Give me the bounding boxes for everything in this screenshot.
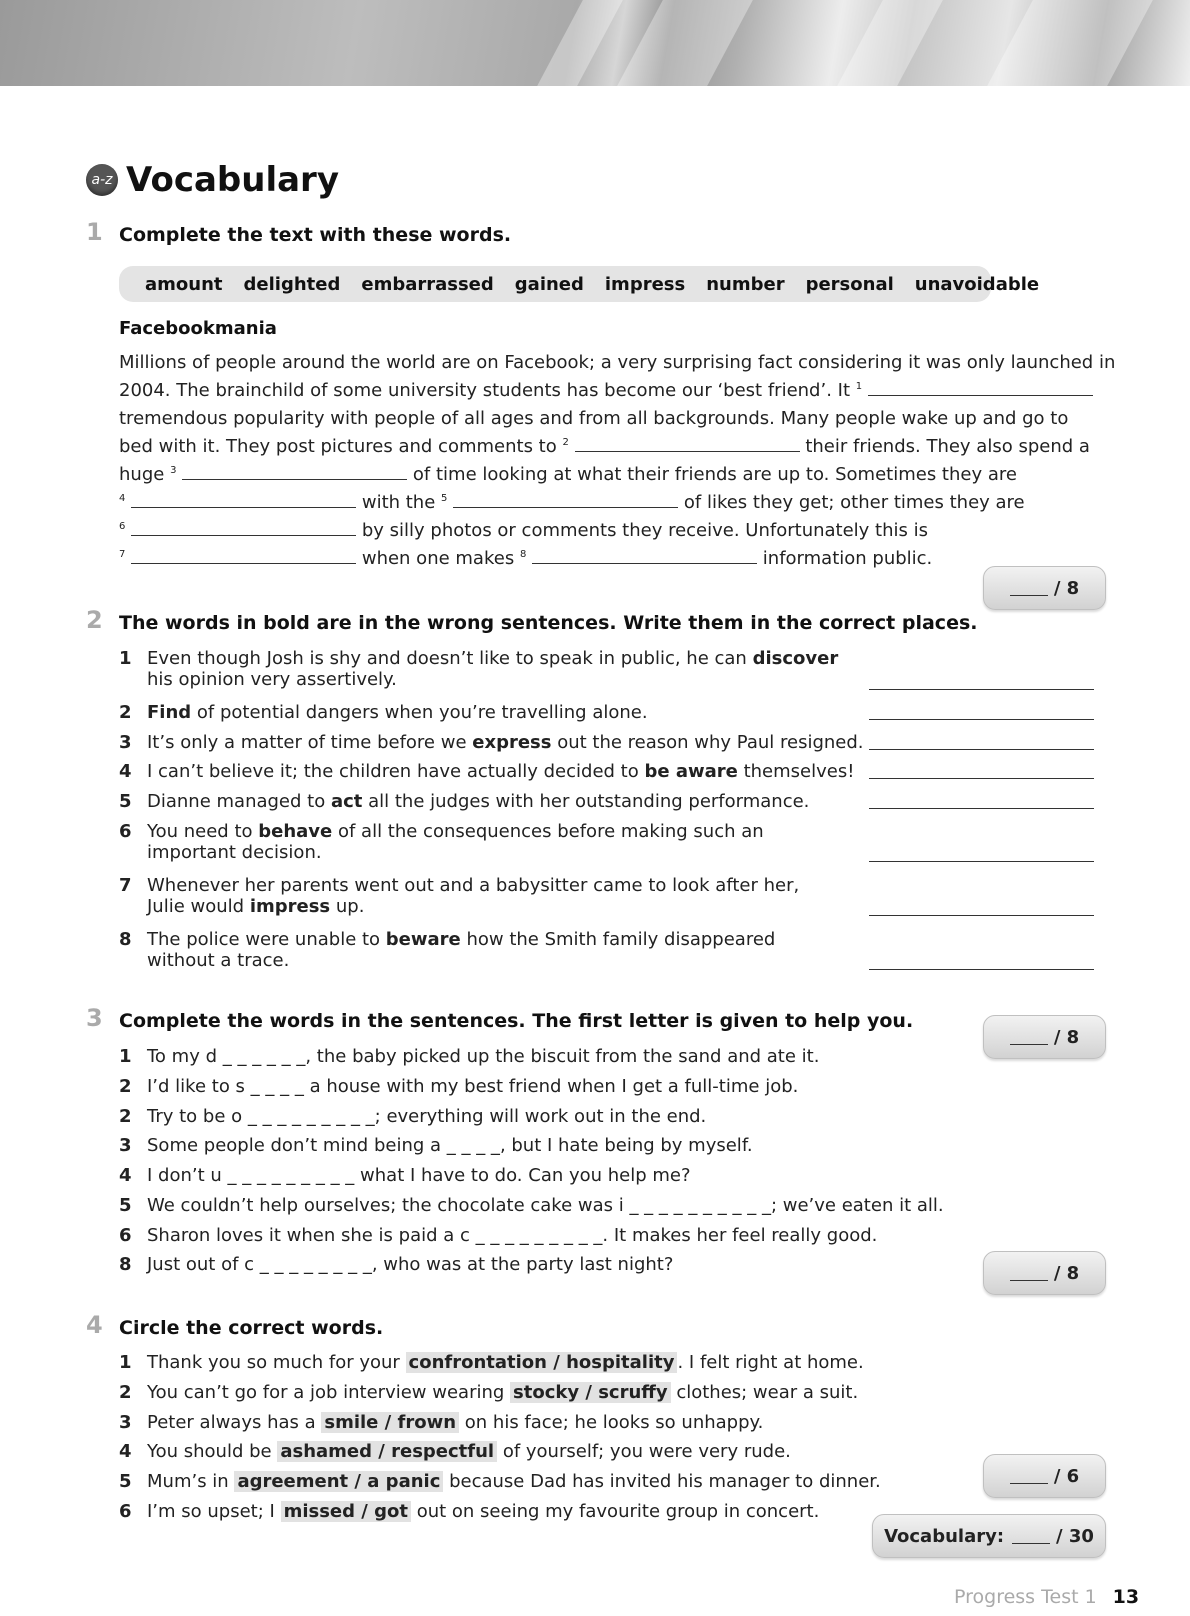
list-item: 6 Sharon loves it when she is paid a c _ _ _ _ _ _ _ _ _. It makes her feel really good. [119,1225,878,1246]
list-item: 2 I’d like to s _ _ _ _ a house with my best friend when I get a full-time job. [119,1076,799,1097]
list-item: 4 I can’t believe it; the children have actually decided to be aware themselves! [119,761,855,782]
score-box[interactable]: / 8 [983,566,1106,610]
text-line: Millions of people around the world are on Facebook; a very surprising fact considering it was only launched in [119,352,1116,373]
word-option: impress [604,273,686,295]
list-item: 5 Mum’s in agreement / a panic because Dad has invited his manager to dinner. [119,1471,881,1492]
list-item: 5 Dianne managed to act all the judges with her outstanding performance. [119,791,810,812]
text-line: $^6$ by silly photos or comments they receive. Unfortunately this is [119,520,928,541]
exercise-number: 1 [86,218,103,246]
list-item: 3 Some people don’t mind being a _ _ _ _, but I hate being by myself. [119,1135,753,1156]
word-option: unavoidable [914,273,1040,295]
word-choice[interactable]: stocky [513,1382,580,1403]
list-item: 2 Try to be o _ _ _ _ _ _ _ _ _; everything will work out in the end. [119,1106,707,1127]
section-header [86,160,339,200]
answer-blank[interactable] [131,549,356,564]
word-option: personal [805,273,894,295]
list-item: 1 Even though Josh is shy and doesn’t like to speak in public, he can discover his opinion very assertively. [119,648,839,690]
word-option: gained [514,273,584,295]
answer-line[interactable] [869,749,1094,750]
text-line: $^4$ with the $^5$ of likes they get; other times they are [119,492,1025,513]
word-option: delighted [243,273,341,295]
list-item: 4 You should be ashamed / respectful of yourself; you were very rude. [119,1441,791,1462]
answer-blank[interactable] [575,437,800,452]
word-option: embarrassed [361,273,494,295]
text-line: 2004. The brainchild of some university students has become our ‘best friend’. It $^1$ [119,380,1093,401]
word-box [119,266,1040,302]
list-item: 1 Thank you so much for your confrontation / hospitality . I felt right at home. [119,1352,864,1373]
word-choice[interactable]: confrontation [408,1352,547,1373]
list-item: 4 I don’t u _ _ _ _ _ _ _ _ _ what I have to do. Can you help me? [119,1165,691,1186]
word-option: amount [145,273,223,295]
answer-blank[interactable] [131,521,356,536]
answer-blank[interactable] [453,493,678,508]
word-choice[interactable]: agreement [237,1471,349,1492]
answer-line[interactable] [869,689,1094,690]
az-icon: a-z [86,164,118,196]
answer-blank[interactable] [532,549,757,564]
exercise-instruction: Complete the text with these words. [119,224,512,246]
word-choice[interactable]: a panic [367,1471,441,1492]
list-item: 6 You need to behave of all the consequences before making such an important decision. [119,821,764,863]
word-choice[interactable]: frown [397,1412,457,1433]
list-item: 6 I’m so upset; I missed / got out on seeing my favourite group in concert. [119,1501,820,1522]
letter-blanks[interactable]: _ _ _ _ [250,1076,304,1097]
word-choice[interactable]: smile [324,1412,379,1433]
answer-line[interactable] [869,778,1094,779]
list-item: 7 Whenever her parents went out and a babysitter came to look after her, Julie would impress up. [119,875,800,917]
word-option: number [706,273,785,295]
list-item: 8 The police were unable to beware how the Smith family disappeared without a trace. [119,929,776,971]
word-choice[interactable]: got [374,1501,408,1522]
list-item: 1 To my d _ _ _ _ _ _, the baby picked up the biscuit from the sand and ate it. [119,1046,820,1067]
list-item: 5 We couldn’t help ourselves; the chocolate cake was i _ _ _ _ _ _ _ _ _ _; we’ve eaten it all. [119,1195,944,1216]
exercise-number: 3 [86,1004,103,1032]
text-line: bed with it. They post pictures and comments to $^2$ their friends. They also spend a [119,436,1090,457]
text-line: huge $^3$ of time looking at what their friends are up to. Sometimes they are [119,464,1017,485]
list-item: 2 You can’t go for a job interview wearing stocky / scruffy clothes; wear a suit. [119,1382,859,1403]
answer-line[interactable] [869,861,1094,862]
total-score-box[interactable]: Vocabulary: / 30 [872,1514,1106,1558]
answer-blank[interactable] [182,465,407,480]
text-line: tremendous popularity with people of all ages and from all backgrounds. Many people wake up and go to [119,408,1069,429]
answer-blank[interactable] [131,493,356,508]
letter-blanks[interactable]: _ _ _ _ _ _ _ _ _ [475,1225,603,1246]
answer-blank[interactable] [868,381,1093,396]
page-number: 13 [1112,1586,1140,1608]
answer-line[interactable] [869,969,1094,970]
exercise-number: 2 [86,606,103,634]
letter-blanks[interactable]: _ _ _ _ _ _ _ _ [259,1254,372,1275]
word-choice[interactable]: ashamed [280,1441,372,1462]
answer-line[interactable] [869,808,1094,809]
text-subtitle: Facebookmania [119,318,277,339]
header-banner [0,0,1190,86]
answer-line[interactable] [869,719,1094,720]
exercise-instruction: Circle the correct words. [119,1317,384,1339]
word-choice[interactable]: missed [283,1501,356,1522]
exercise-instruction: Complete the words in the sentences. The first letter is given to help you. [119,1010,914,1032]
word-choice[interactable]: hospitality [566,1352,675,1373]
list-item: 3 It’s only a matter of time before we express out the reason why Paul resigned. [119,732,864,753]
word-choice[interactable]: scruffy [598,1382,668,1403]
letter-blanks[interactable]: _ _ _ _ [446,1135,500,1156]
score-box[interactable]: / 6 [983,1454,1106,1498]
exercise-number: 4 [86,1311,103,1339]
test-label: Progress Test 1 [954,1586,1097,1608]
letter-blanks[interactable]: _ _ _ _ _ _ _ _ _ [247,1106,375,1127]
list-item: 8 Just out of c _ _ _ _ _ _ _ _, who was at the party last night? [119,1254,674,1275]
letter-blanks[interactable]: _ _ _ _ _ _ [222,1046,306,1067]
word-choice[interactable]: respectful [391,1441,495,1462]
exercise-instruction: The words in bold are in the wrong sentences. Write them in the correct places. [119,612,978,634]
list-item: 2 Find of potential dangers when you’re travelling alone. [119,702,648,723]
list-item: 3 Peter always has a smile / frown on his face; he looks so unhappy. [119,1412,764,1433]
letter-blanks[interactable]: _ _ _ _ _ _ _ _ _ [227,1165,355,1186]
page-footer [954,1586,1139,1608]
score-box[interactable]: / 8 [983,1015,1106,1059]
score-box[interactable]: / 8 [983,1251,1106,1295]
text-line: $^7$ when one makes $^8$ information public. [119,548,933,569]
section-title: Vocabulary [126,160,339,200]
letter-blanks[interactable]: _ _ _ _ _ _ _ _ _ _ [629,1195,771,1216]
answer-line[interactable] [869,915,1094,916]
